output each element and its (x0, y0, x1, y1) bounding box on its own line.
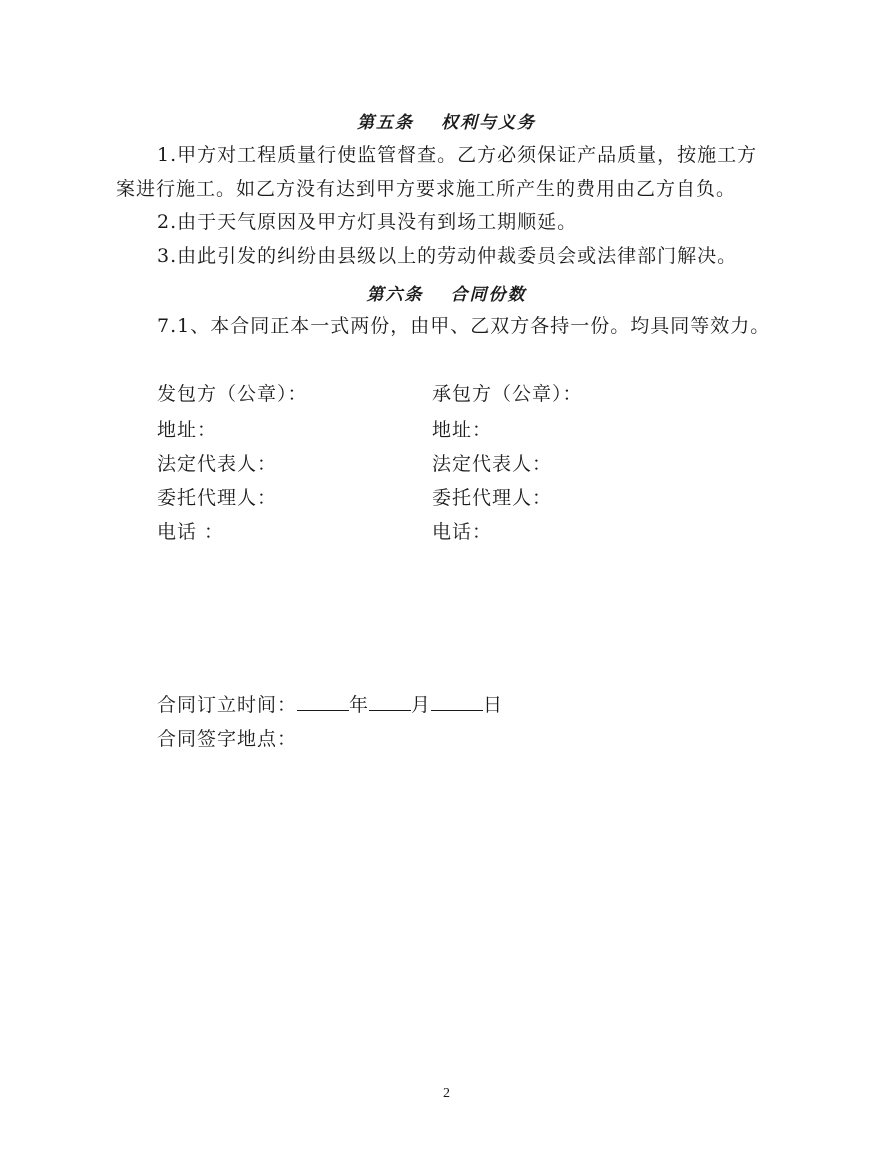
contract-place-label: 合同签字地点： (157, 728, 298, 750)
party-a-legal-rep-label: 法定代表人： (157, 453, 278, 475)
contract-date-label: 合同订立时间： (157, 694, 298, 716)
month-label: 月 (411, 694, 432, 716)
section-5-item-1-line-2: 案进行施工。如乙方没有达到甲方要求施工所产生的费用由乙方自负。 (116, 178, 737, 200)
party-b-agent-label: 委托代理人： (432, 487, 553, 509)
section-5-title: 第五条 权利与义务 (357, 113, 536, 133)
contract-date-line (157, 692, 503, 717)
month-blank[interactable] (369, 692, 411, 711)
party-b-seal-label: 承包方（公章）： (432, 383, 583, 405)
page-number: 2 (443, 1086, 450, 1101)
year-label: 年 (349, 694, 370, 716)
section-6-item-1: 7.1、本合同正本一式两份，由甲、乙双方各持一份。均具同等效力。 (157, 315, 771, 337)
day-blank[interactable] (431, 692, 483, 711)
party-b-address-label: 地址： (432, 419, 493, 441)
party-a-address-label: 地址： (157, 419, 218, 441)
party-b-legal-rep-label: 法定代表人： (432, 453, 553, 475)
party-b-phone-label: 电话： (432, 521, 493, 543)
section-5-item-2: 2.由于天气原因及甲方灯具没有到场工期顺延。 (157, 211, 578, 233)
section-6-title: 第六条 合同份数 (366, 285, 527, 305)
party-a-seal-label: 发包方（公章）： (157, 383, 308, 405)
party-a-agent-label: 委托代理人： (157, 487, 278, 509)
day-label: 日 (483, 694, 504, 716)
section-5-item-3: 3.由此引发的纠纷由县级以上的劳动仲裁委员会或法律部门解决。 (157, 245, 738, 267)
year-blank[interactable] (297, 692, 349, 711)
party-a-phone-label: 电话 ： (157, 521, 225, 543)
section-5-item-1-line-1: 1.甲方对工程质量行使监管督查。乙方必须保证产品质量，按施工方 (157, 144, 758, 166)
